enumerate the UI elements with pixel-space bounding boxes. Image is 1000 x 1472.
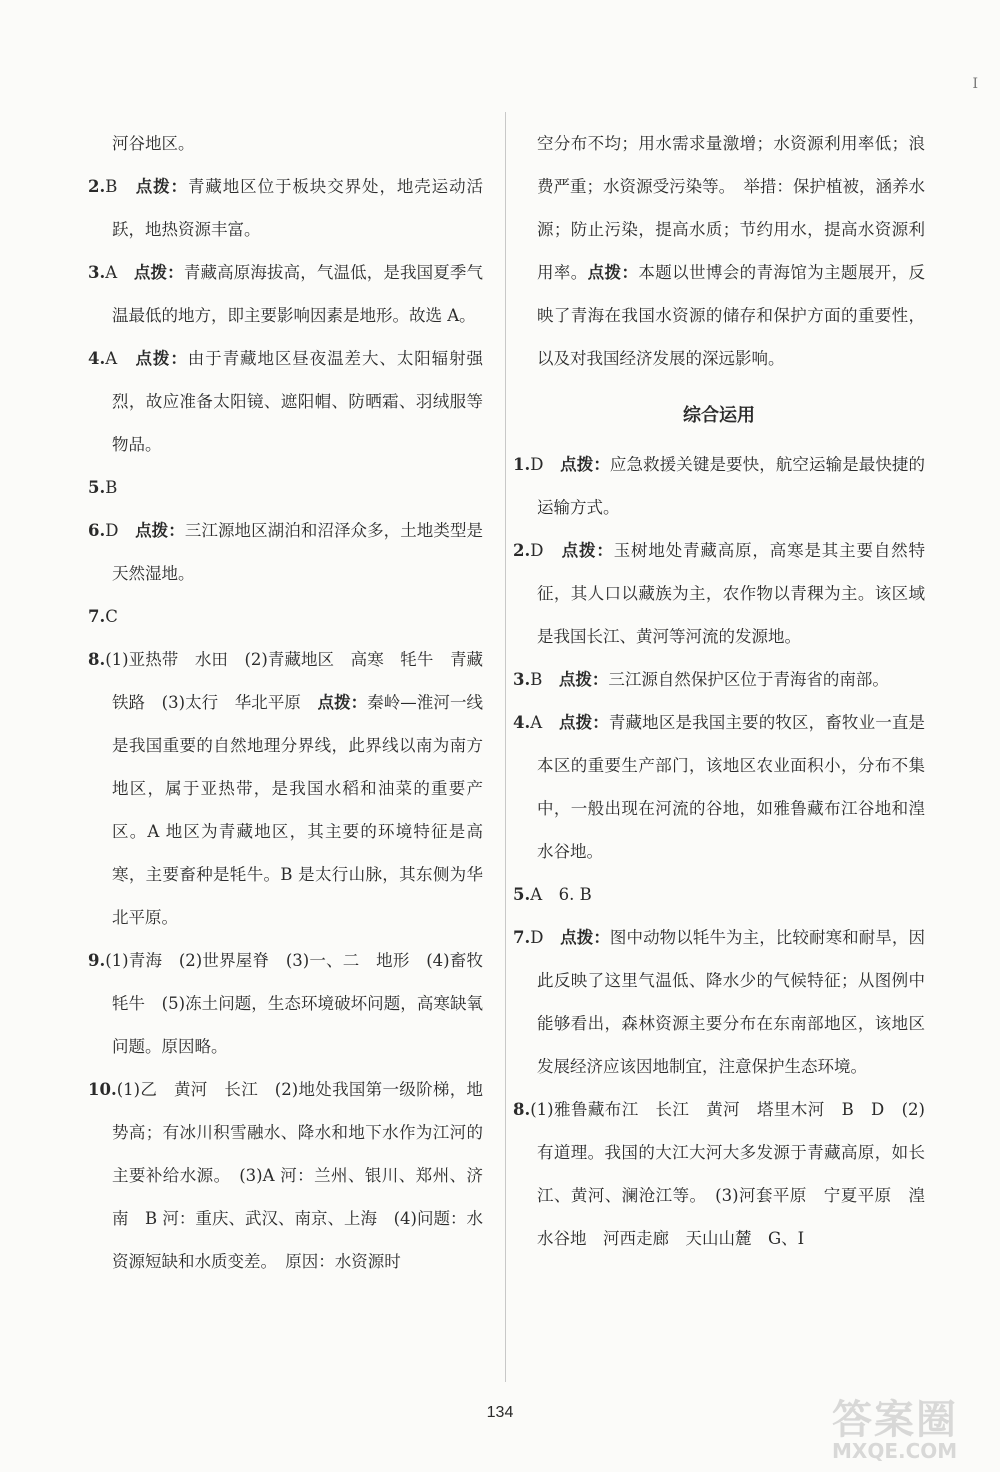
right-column [513, 122, 925, 1260]
continuation-text: 空分布不均；用水需求量激增；水资源利用率低；浪费严重；水资源受污染等。 举措：保护植被，涵养水源；防止污染，提高水质；节约用水，提高水资源利用率。 [537, 134, 925, 282]
answer-item [88, 1068, 483, 1283]
item-tag: 点拨： [558, 670, 609, 689]
item-number: 3. [88, 263, 106, 282]
item-tag: 点拨： [135, 349, 188, 368]
watermark-logo [832, 1388, 982, 1462]
right-continuation [513, 122, 925, 380]
item-explanation: 秦岭—淮河一线是我国重要的自然地理分界线，此界线以南为南方地区，属于亚热带，是我国水稻和油菜的重要产区。A 地区为青藏地区，其主要的环境特征是高寒，主要畜种是牦牛。B 是太行山脉，其东侧为华北平原。 [112, 693, 484, 927]
item-number: 7. [513, 928, 531, 947]
answer-item [88, 165, 483, 251]
item-number: 2. [513, 541, 531, 560]
item-answer: C [105, 607, 118, 626]
item-explanation: 由于青藏地区昼夜温差大、太阳辐射强烈，故应准备太阳镜、遮阳帽、防晒霜、羽绒服等物品。 [112, 349, 484, 454]
item-answer: B [105, 478, 118, 497]
answer-item [513, 1088, 925, 1260]
item-answer: A 6. B [530, 885, 592, 904]
item-answer: B [105, 177, 118, 196]
item-number: 8. [513, 1100, 531, 1119]
item-tag: 点拨： [135, 521, 185, 540]
item-number: 5. [88, 478, 106, 497]
item-explanation: 三江源地区湖泊和沼泽众多，土地类型是天然湿地。 [112, 521, 484, 583]
item-tag: 点拨： [133, 263, 184, 282]
item-answer: (1)亚热带 水田 (2)青藏地区 高寒 牦牛 青藏铁路 (3)太行 华北平原 [105, 650, 483, 712]
item-explanation: 玉树地处青藏高原，高寒是其主要自然特征，其人口以藏族为主，农作物以青稞为主。该区域是我国长江、黄河等河流的发源地。 [537, 541, 926, 646]
item-answer: B [530, 670, 543, 689]
answer-item [88, 337, 483, 466]
item-number: 10. [88, 1080, 117, 1099]
intro-text: 河谷地区。 [112, 134, 195, 153]
answer-item [513, 701, 925, 873]
item-tag: 点拨： [558, 713, 609, 732]
answer-item [513, 658, 925, 701]
item-number: 2. [88, 177, 106, 196]
item-answer: D [530, 455, 544, 474]
item-tag: 点拨： [317, 693, 368, 712]
item-explanation: 青藏高原海拔高，气温低，是我国夏季气温最低的地方，即主要影响因素是地形。故选 A。 [112, 263, 484, 325]
page-number: 134 [486, 1404, 514, 1421]
column-divider [505, 112, 506, 1382]
answer-item [88, 638, 483, 939]
item-explanation: 青藏地区是我国主要的牧区，畜牧业一直是本区的重要生产部门，该地区农业面积小，分布不集中，一般出现在河流的谷地，如雅鲁藏布江谷地和湟水谷地。 [537, 713, 926, 861]
item-answer: D [105, 521, 119, 540]
item-tag: 点拨： [561, 541, 614, 560]
item-number: 4. [88, 349, 106, 368]
item-answer: A [530, 713, 543, 732]
item-answer: D [530, 928, 544, 947]
item-answer: (1)乙 黄河 长江 (2)地处我国第一级阶梯，地势高；有冰川积雪融水、降水和地下水作为江河的主要补给水源。 (3)A 河：兰州、银川、郑州、济南 B 河：重庆、武汉、南京、上海 (4)问题：水资源短缺和水质变差。 原因：水资源时 [112, 1080, 483, 1271]
left-column [88, 122, 500, 1283]
item-explanation: 青藏地区位于板块交界处，地壳运动活跃，地热资源丰富。 [112, 177, 484, 239]
item-explanation: 应急救援关键是要快，航空运输是最快捷的运输方式。 [537, 455, 926, 517]
continuation-tag: 点拨： [587, 263, 639, 282]
item-answer: A [105, 349, 118, 368]
continuation-note: 本题以世博会的青海馆为主题展开，反映了青海在我国水资源的储存和保护方面的重要性，以及对我国经济发展的深远影响。 [537, 263, 926, 368]
item-number: 4. [513, 713, 531, 732]
right-items [513, 443, 925, 1260]
item-answer: A [105, 263, 118, 282]
watermark-en: MXQE.COM [832, 1439, 958, 1463]
item-tag: 点拨： [135, 177, 188, 196]
item-number: 8. [88, 650, 106, 669]
item-explanation: 图中动物以牦牛为主，比较耐寒和耐旱，因此反映了这里气温低、降水少的气候特征；从图例中能够看出，森林资源主要分布在东南部地区，该地区发展经济应该因地制宜，注意保护生态环境。 [537, 928, 926, 1076]
corner-mark: I [972, 76, 978, 92]
item-number: 5. [513, 885, 531, 904]
answer-item [513, 916, 925, 1088]
answer-item [88, 595, 483, 638]
item-explanation: 三江源自然保护区位于青海省的南部。 [608, 670, 889, 689]
item-number: 1. [513, 455, 531, 474]
item-answer: (1)青海 (2)世界屋脊 (3)一、二 地形 (4)畜牧 牦牛 (5)冻土问题，生态环境破坏问题，高寒缺氧问题。原因略。 [105, 951, 500, 1056]
watermark-cn: 答案圈 [832, 1397, 958, 1443]
left-items [88, 165, 500, 1283]
answer-item [513, 443, 925, 529]
answer-item [513, 873, 925, 916]
item-answer: D [530, 541, 544, 560]
answer-item [88, 251, 483, 337]
answer-item [88, 939, 500, 1068]
item-number: 3. [513, 670, 531, 689]
section-title: 综合运用 [683, 405, 755, 426]
answer-item [88, 466, 483, 509]
item-answer: (1)雅鲁藏布江 长江 黄河 塔里木河 B D (2)有道理。我国的大江大河大多发源于青藏高原，如长江、黄河、澜沧江等。 (3)河套平原 宁夏平原 湟水谷地 河西走廊 天山山麓 G、I [530, 1100, 925, 1248]
answer-item [88, 509, 483, 595]
item-tag: 点拨： [560, 928, 610, 947]
left-intro [88, 122, 483, 165]
item-number: 9. [88, 951, 106, 970]
item-number: 6. [88, 521, 106, 540]
answer-item [513, 529, 925, 658]
item-tag: 点拨： [560, 455, 610, 474]
item-number: 7. [88, 607, 106, 626]
